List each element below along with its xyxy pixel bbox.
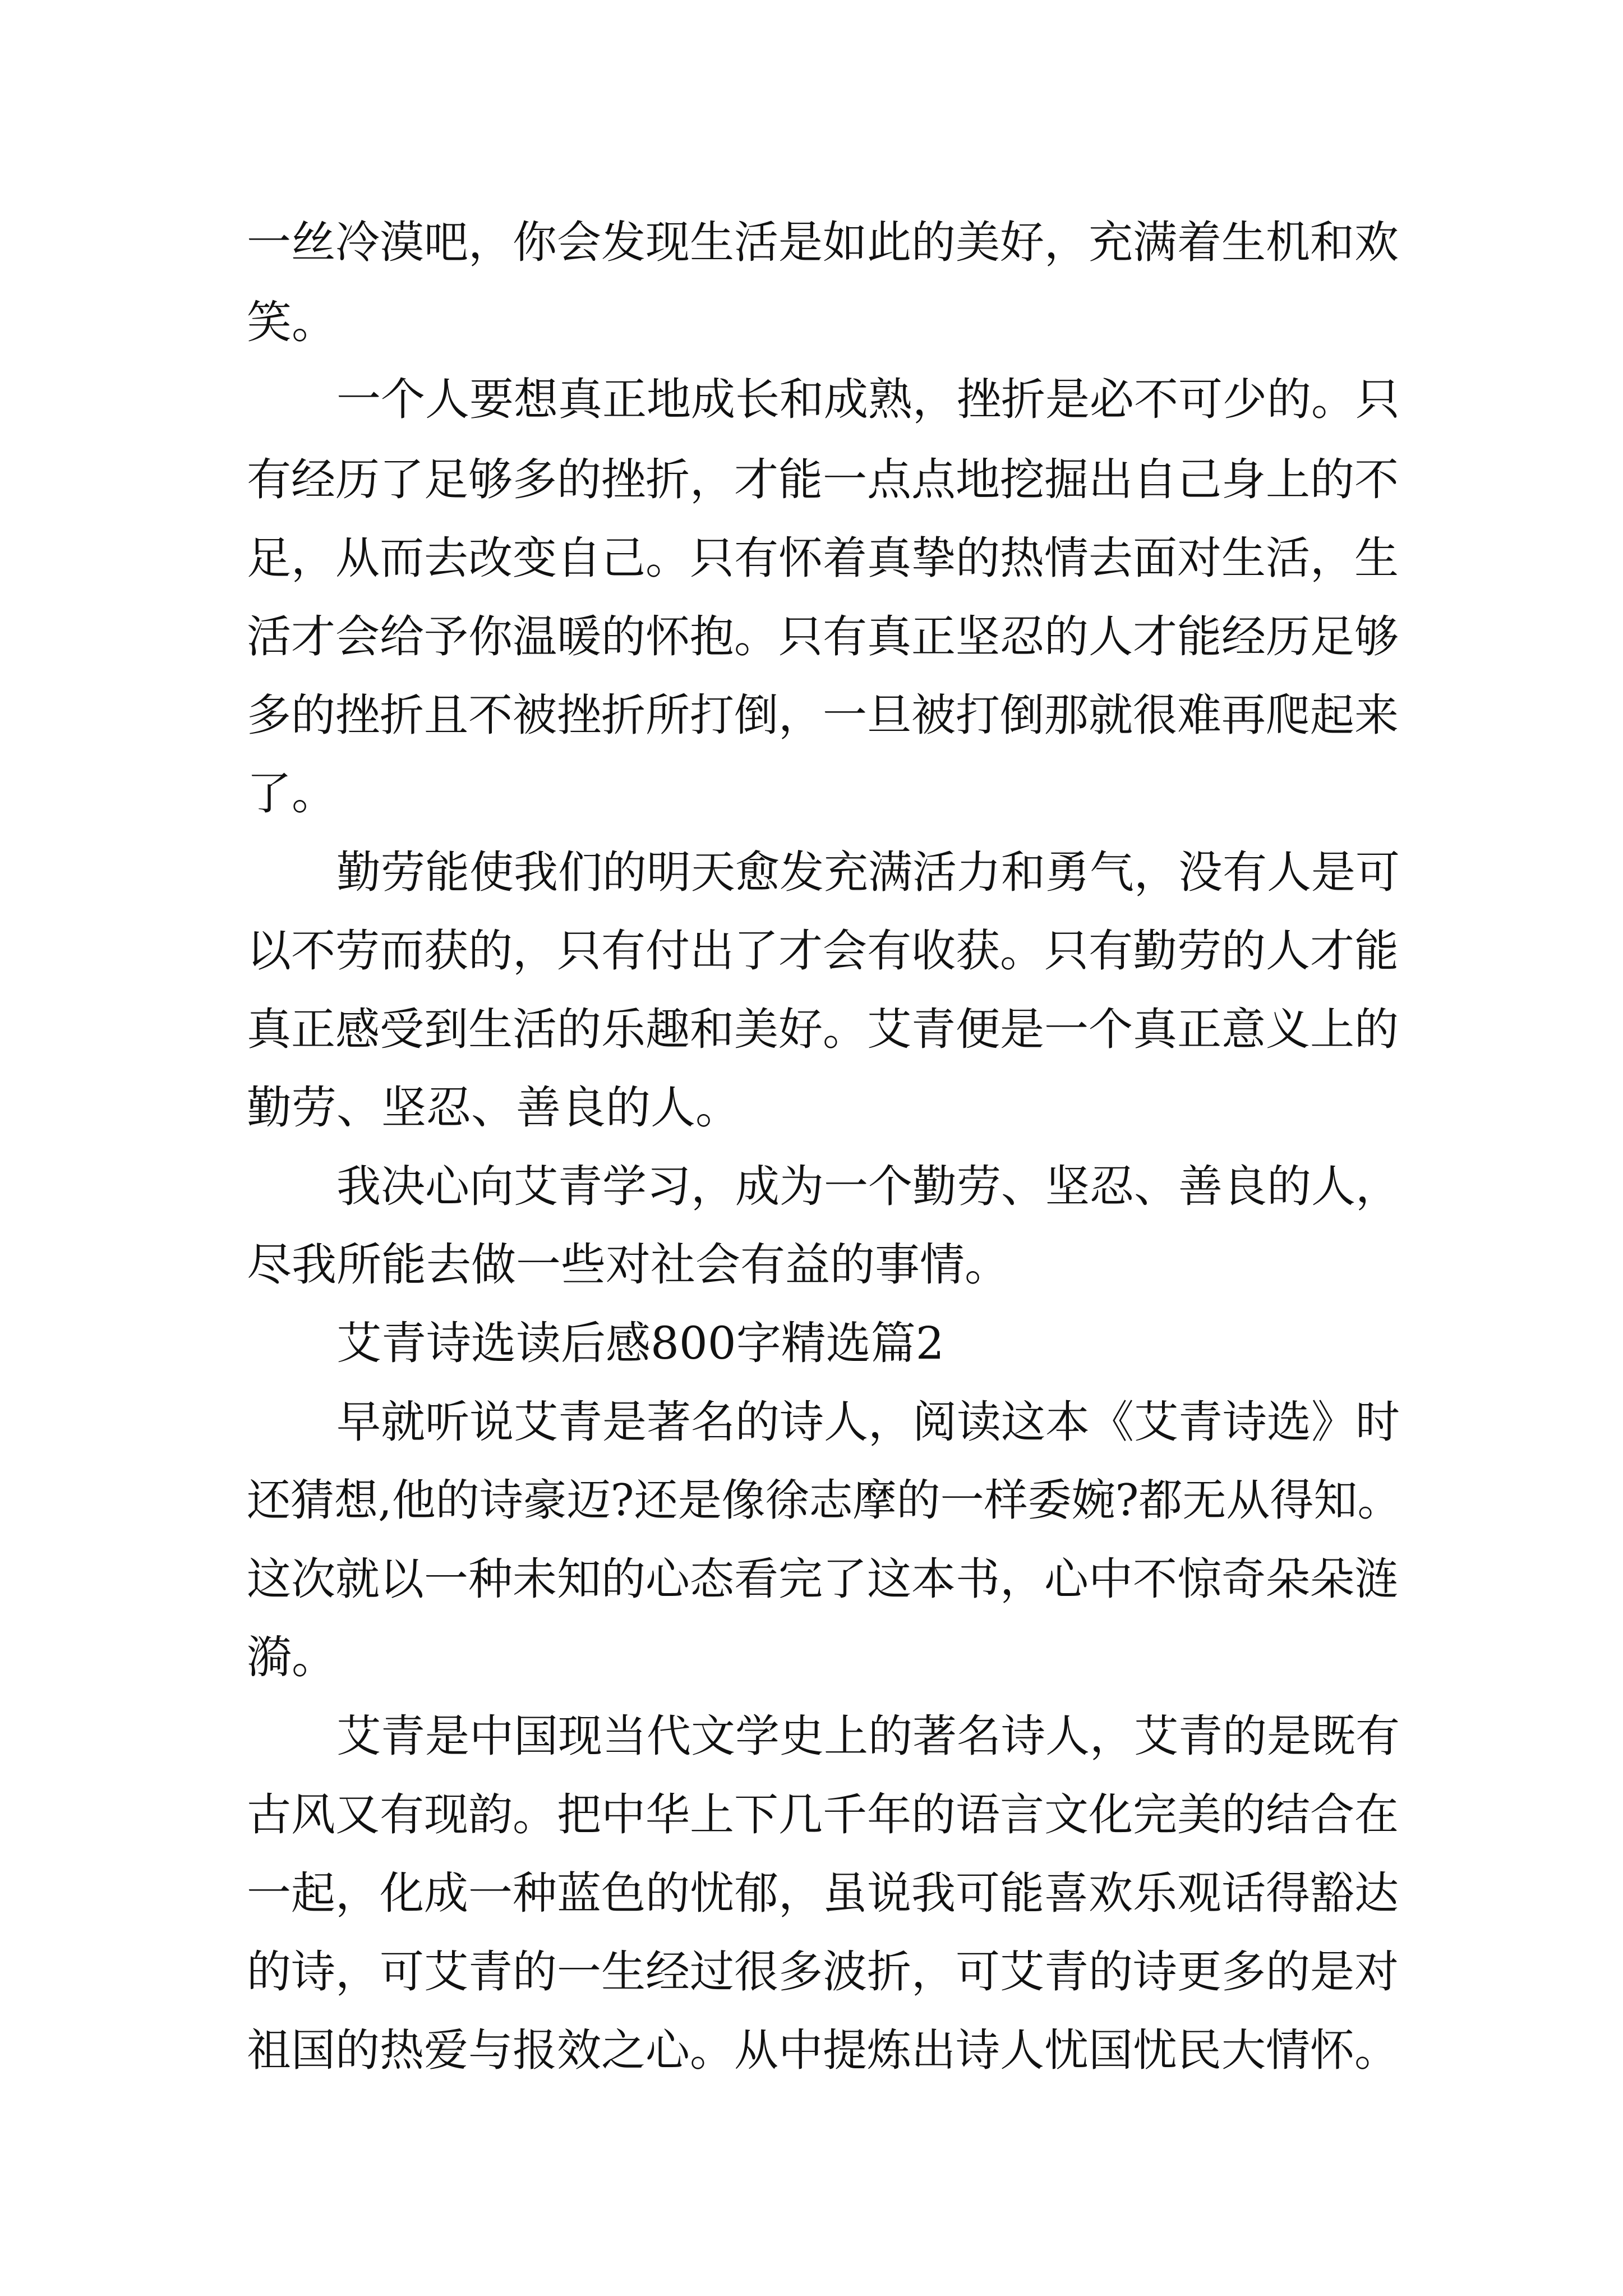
- text-line: 以不劳而获的，只有付出了才会有收获。只有勤劳的人才能: [247, 925, 1399, 977]
- text-line: 艾青是中国现当代文学史上的著名诗人，艾青的是既有: [336, 1710, 1400, 1762]
- text-line: 一丝冷漠吧，你会发现生活是如此的美好，充满着生机和欢: [247, 217, 1399, 268]
- text-line: 古风又有现韵。把中华上下几千年的语言文化完美的结合在: [247, 1789, 1399, 1841]
- text-line: 了。: [247, 767, 336, 820]
- text-line: 真正感受到生活的乐趣和美好。艾青便是一个真正意义上的: [247, 1004, 1399, 1055]
- text-line: 勤劳能使我们的明天愈发充满活力和勇气，没有人是可: [336, 846, 1400, 898]
- text-line: 多的挫折且不被挫折所打倒，一旦被打倒那就很难再爬起来: [247, 689, 1399, 741]
- text-line: 有经历了足够多的挫折，才能一点点地挖掘出自己身上的不: [247, 454, 1399, 505]
- text-line: 我决心向艾青学习，成为一个勤劳、坚忍、善良的人，: [336, 1161, 1400, 1212]
- section-heading: 艾青诗选读后感800字精选篇2: [336, 1317, 944, 1369]
- text-line: 足，从而去改变自己。只有怀着真挚的热情去面对生活，生: [247, 532, 1399, 584]
- text-line: 活才会给予你温暖的怀抱。只有真正坚忍的人才能经历足够: [247, 611, 1399, 662]
- text-line: 还猜想,他的诗豪迈?还是像徐志摩的一样委婉?都无从得知。: [247, 1475, 1401, 1526]
- text-line: 这次就以一种未知的心态看完了这本书，心中不惊奇朵朵涟: [247, 1553, 1399, 1605]
- text-line: 祖国的热爱与报效之心。从中提炼出诗人忧国忧民大情怀。: [247, 2024, 1399, 2076]
- text-line: 尽我所能去做一些对社会有益的事情。: [247, 1239, 1009, 1291]
- text-line: 早就听说艾青是著名的诗人，阅读这本《艾青诗选》时: [336, 1396, 1400, 1448]
- text-line: 一个人要想真正地成长和成熟，挫折是必不可少的。只: [336, 374, 1400, 425]
- text-line: 漪。: [247, 1631, 336, 1683]
- text-line: 的诗，可艾青的一生经过很多波折，可艾青的诗更多的是对: [247, 1946, 1399, 1998]
- text-line: 勤劳、坚忍、善良的人。: [247, 1082, 740, 1134]
- text-line: 一起，化成一种蓝色的忧郁，虽说我可能喜欢乐观话得豁达: [247, 1867, 1399, 1919]
- text-line: 笑。: [247, 296, 336, 348]
